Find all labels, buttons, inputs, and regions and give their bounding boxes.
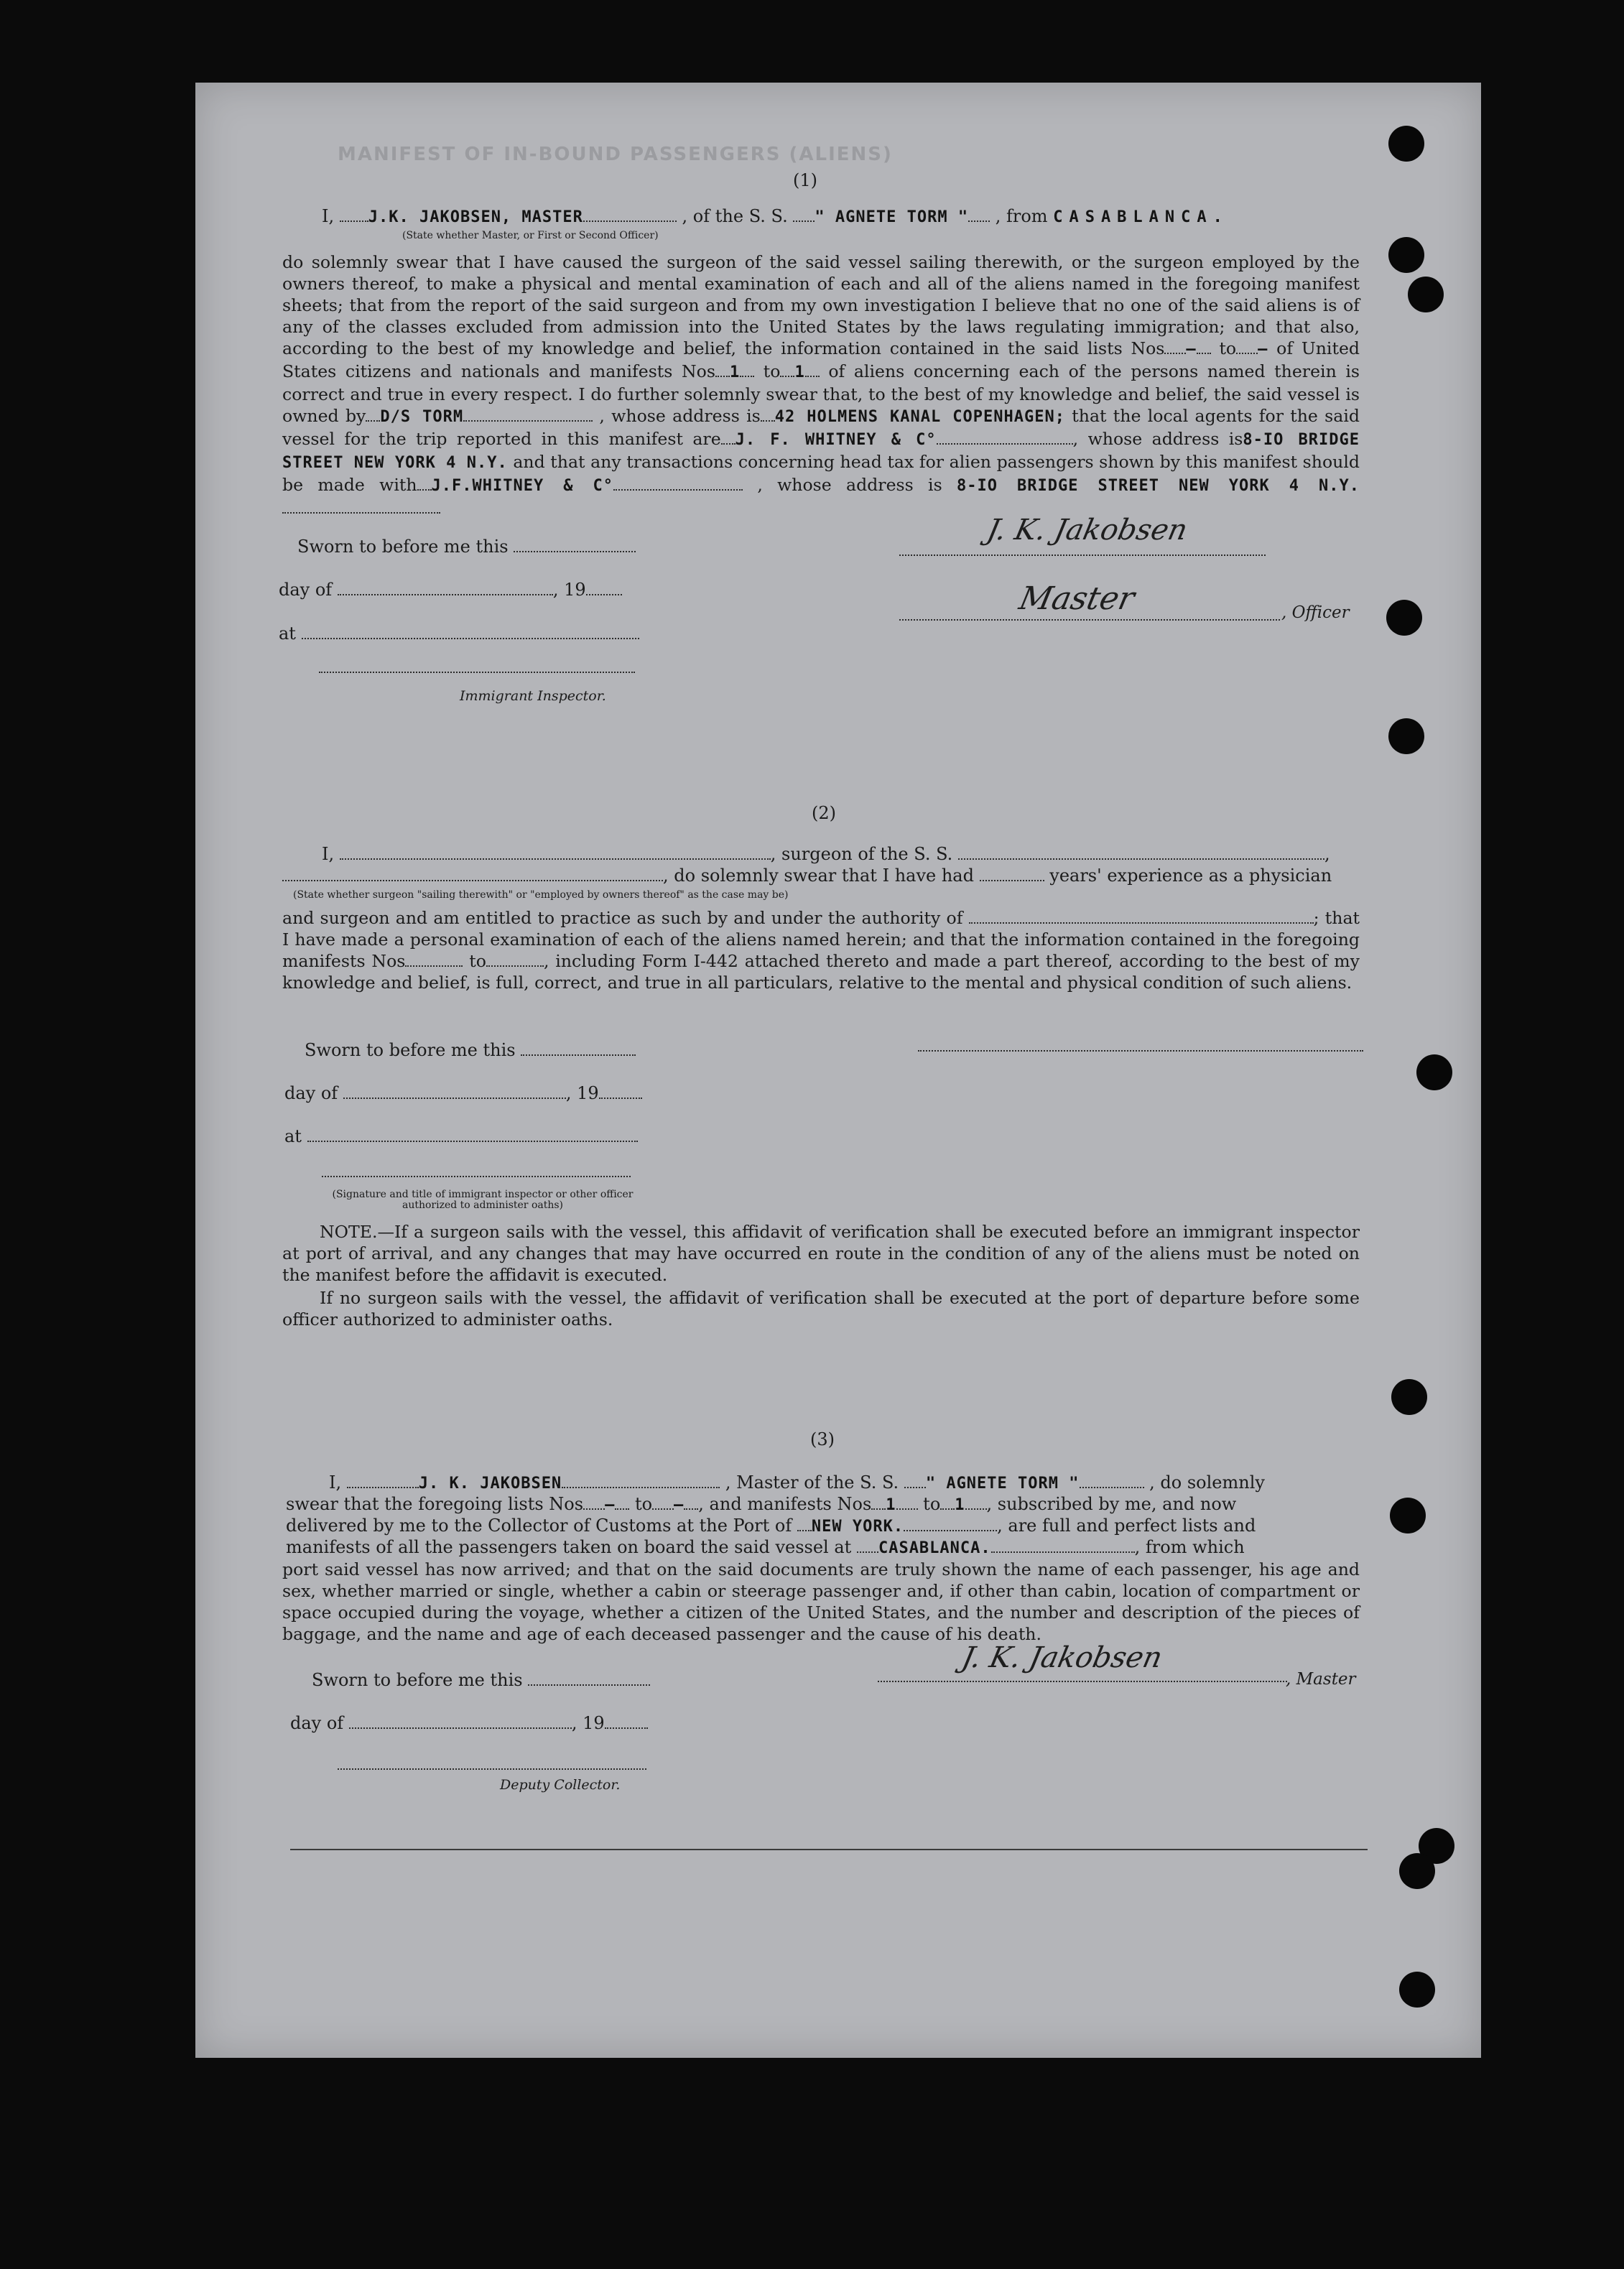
body-text: that I have made a personal examination of each of the aliens named herein; and that the information contained in the foregoing manifests Nos: [282, 908, 1360, 971]
day-line: [290, 1713, 648, 1733]
manifests-to: 1: [794, 363, 805, 381]
binder-hole: [1388, 718, 1424, 754]
master-signature-line: [878, 1681, 1287, 1682]
lists-from: —: [1186, 340, 1197, 358]
day-line: [284, 1083, 642, 1103]
day-label: day of: [284, 1083, 338, 1103]
surgeon-body: and surgeon and am entitled to practice as such by and under the authority of ; that I have made a personal examination of each of the aliens named herein; and that the information contained in the foregoing manifests Nos to , including Form I-442 attached thereto and made a part thereof, according to the best of my knowledge and belief, is full, correct, and true in all particulars, relative to the mental and physical condition of such aliens.: [282, 908, 1360, 993]
sworn-line: [312, 1670, 650, 1690]
state-note: (State whether surgeon "sailing therewith" or "employed by owners thereof" as the case may be): [293, 889, 789, 901]
section-number: (2): [812, 803, 836, 823]
surgeon-of-label: , surgeon of the S. S.: [770, 844, 953, 864]
master-name: J.K. JAKOBSEN, MASTER: [368, 208, 583, 226]
agents-address: 8-IO BRIDGE STREET NEW YORK 4 N.Y.: [282, 431, 1360, 472]
headtax-agent: J.F.WHITNEY & C°: [431, 477, 614, 495]
at-label: at: [279, 623, 296, 644]
signature-line: [899, 555, 1266, 556]
i-label: I,: [322, 206, 335, 226]
master-label: , Master: [1286, 1670, 1356, 1689]
to-label: to: [634, 1494, 653, 1514]
body-text: of aliens concerning each of the persons named therein is correct and true in every respect. I do further solemnly swear that, to the best of my knowledge and belief, the said vessel is owned by: [282, 361, 1360, 426]
owner: D/S TORM: [380, 408, 464, 426]
year-label: , 19: [565, 1083, 599, 1103]
swear-label: , do solemnly swear that I have had: [663, 866, 974, 886]
year-label: , 19: [552, 580, 586, 600]
headtax-address-label: , whose address is: [757, 475, 942, 495]
binder-hole: [1388, 126, 1424, 162]
headtax-address: 8-IO BRIDGE STREET NEW YORK 4 N.Y.: [956, 477, 1360, 495]
from-label: , from: [995, 206, 1048, 226]
from-port: CASABLANCA.: [1053, 208, 1229, 226]
binder-hole: [1386, 600, 1422, 636]
at-line: [284, 1126, 638, 1146]
state-note: (State whether Master, or First or Second Officer): [402, 230, 659, 241]
officer-line: [899, 619, 1280, 621]
lists-to: —: [674, 1496, 685, 1514]
section-number: (1): [793, 170, 817, 190]
lists-from: —: [605, 1496, 616, 1514]
binder-hole: [1399, 1853, 1435, 1889]
note-paragraph: NOTE.—If a surgeon sails with the vessel, this affidavit of verification shall be executed before an immigrant inspector at port of arrival, and any changes that may have occurred en route in the condition of any of the aliens must be noted on the manifest before the affidavit is executed.: [282, 1222, 1360, 1285]
day-line: [279, 580, 622, 600]
master-line: [329, 1472, 1265, 1493]
officer-signature-line: [322, 1176, 631, 1177]
inspector-label: Immigrant Inspector.: [460, 688, 606, 704]
body-text: and surgeon and am entitled to practice as such by and under the authority of: [282, 908, 963, 928]
day-label: day of: [290, 1713, 344, 1733]
agents-address-label: whose address is: [1087, 429, 1243, 449]
bleed-through-text: MANIFEST OF IN-BOUND PASSENGERS (ALIENS): [338, 144, 893, 165]
section-number: (3): [810, 1429, 835, 1449]
manifests-to: 1: [955, 1496, 965, 1514]
agents-label: that the local agents for the said vessel for the trip reported in this manifest are: [282, 406, 1360, 449]
manifests-from: 1: [886, 1496, 896, 1514]
binder-hole: [1390, 1498, 1426, 1533]
master-title-signature: Master: [1016, 580, 1138, 617]
years-label: years' experience as a physician: [1049, 866, 1332, 886]
sworn-label: Sworn to before me this: [312, 1670, 523, 1690]
swear-line: [282, 866, 1332, 886]
agents: J. F. WHITNEY & C°: [735, 431, 937, 449]
binder-hole: [1388, 237, 1424, 273]
master-of-label: , Master of the S. S.: [725, 1472, 899, 1493]
subscribed-label: , subscribed by me, and now: [986, 1494, 1237, 1514]
affidavit-body: do solemnly swear that I have caused the surgeon of the said vessel sailing therewith, or the surgeon employed by the owners thereof, to make a physical and mental examination of each and all of the aliens named in the foregoing manifest sheets; that from the report of the said surgeon and from my own investigation I believe that no one of the said aliens is of any of the classes excluded from admission into the United States by the laws regulating immigration; and that also, according to the best of my knowledge and belief, the information contained in the said lists Nos — to — of United States citizens and nationals and manifests Nos 1 to 1 of aliens concerning each of the persons named therein is correct and true in every respect. I do further solemnly swear that, to the best of my knowledge and belief, the said vessel is owned by D/S TORM , whose address is 42 HOLMENS KANAL COPENHAGEN; that the local agents for the said vessel for the trip reported in this manifest are J. F. WHITNEY & C° , whose address is8-IO BRIDGE STREET NEW YORK 4 N.Y. and that any transactions concerning head tax for alien passengers shown by this manifest should be made with J.F.WHITNEY & C° , whose address is 8-IO BRIDGE STREET NEW YORK 4 N.Y.: [282, 251, 1360, 519]
arrival-port: NEW YORK.: [811, 1518, 904, 1536]
binder-hole: [1391, 1379, 1427, 1415]
surgeon-line: I, , surgeon of the S. S. ,: [322, 844, 1330, 864]
body-text: and that any transactions concerning head tax for alien passengers shown by this manifest should be made with: [282, 452, 1360, 495]
sworn-label: Sworn to before me this: [305, 1040, 516, 1060]
sworn-label: Sworn to before me this: [297, 537, 509, 557]
collector-signature-line: [338, 1768, 646, 1770]
master-name: J. K. JAKOBSEN: [418, 1475, 562, 1493]
to-label: to: [1219, 338, 1237, 358]
vessel-name: " AGNETE TORM ": [925, 1475, 1080, 1493]
at-line: [279, 623, 639, 644]
officer-label: , Officer: [1281, 603, 1350, 622]
master-line: [322, 206, 1229, 226]
binder-hole: [1416, 1054, 1452, 1090]
departure-line: [286, 1537, 1245, 1557]
section3-body: port said vessel has now arrived; and that on the said documents are truly shown the name of each passenger, his age and sex, whether married or single, whether a cabin or steerage passenger and, if other than cabin, location of compartment or space occupied during the voyage, whether a citizen of the United States, and the number and description of the pieces of baggage, and the name and age of each deceased passenger and the cause of his death.: [282, 1559, 1360, 1644]
lists-line: [286, 1494, 1236, 1514]
master-signature: J. K. Jakobsen: [959, 1641, 1166, 1674]
at-label: at: [284, 1126, 302, 1146]
inspector-signature-line: [319, 672, 635, 673]
vessel-name: " AGNETE TORM ": [815, 208, 969, 226]
manifests-from: 1: [729, 363, 741, 381]
binder-hole: [1399, 1972, 1435, 2008]
manifests-label: , and manifests Nos: [698, 1494, 872, 1514]
manifests-of-label: manifests of all the passengers taken on board the said vessel at: [286, 1537, 852, 1557]
to-label: to: [923, 1494, 941, 1514]
body-text: , including Form I-442 attached thereto and made a part thereof, according to the best of my knowledge and belief, is full, correct, and true in all particulars, relative to the mental and physical condition of such aliens.: [282, 951, 1360, 993]
surgeon-signature-line: [918, 1050, 1363, 1052]
lists-to: —: [1258, 340, 1268, 358]
from-which-label: , from which: [1134, 1537, 1245, 1557]
to-label: to: [763, 361, 781, 381]
to-label: to: [469, 951, 486, 971]
bottom-rule: [290, 1849, 1368, 1850]
address-label: , whose address is: [599, 406, 761, 426]
year-label: , 19: [571, 1713, 605, 1733]
solemnly-label: , do solemnly: [1149, 1472, 1265, 1493]
body-text: of United States citizens and nationals and manifests Nos: [282, 338, 1360, 381]
i-label: I,: [329, 1472, 342, 1493]
sig-note: (Signature and title of immigrant inspector or other officer authorized to administer oaths): [332, 1189, 634, 1211]
body-text: do solemnly swear that I have caused the surgeon of the said vessel sailing therewith, or the surgeon employed by the owners thereof, to make a physical and mental examination of each and all of the aliens named in the foregoing manifest sheets; that from the report of the said surgeon and from my own investigation I believe that no one of the said aliens is of any of the classes excluded from admission into the United States by the laws regulating immigration; and that also, according to the best of my knowledge and belief, the information contained in the said lists Nos: [282, 252, 1360, 358]
delivered-line: [286, 1516, 1256, 1536]
i-label: I,: [322, 844, 335, 864]
master-signature: J. K. Jakobsen: [984, 514, 1191, 547]
day-label: day of: [279, 580, 333, 600]
sworn-line: [297, 537, 636, 557]
full-label: , are full and perfect lists and: [997, 1516, 1256, 1536]
binder-hole: [1408, 277, 1444, 312]
sworn-line: [305, 1040, 636, 1060]
swear-label: swear that the foregoing lists Nos: [286, 1494, 584, 1514]
departure-port: CASABLANCA.: [878, 1539, 991, 1557]
owner-address: 42 HOLMENS KANAL COPENHAGEN;: [774, 408, 1065, 426]
note-paragraph: If no surgeon sails with the vessel, the affidavit of verification shall be executed at the port of departure before some officer authorized to administer oaths.: [282, 1288, 1360, 1330]
collector-label: Deputy Collector.: [500, 1777, 621, 1793]
delivered-label: delivered by me to the Collector of Customs at the Port of: [286, 1516, 792, 1536]
of-ss-label: , of the S. S.: [682, 206, 788, 226]
